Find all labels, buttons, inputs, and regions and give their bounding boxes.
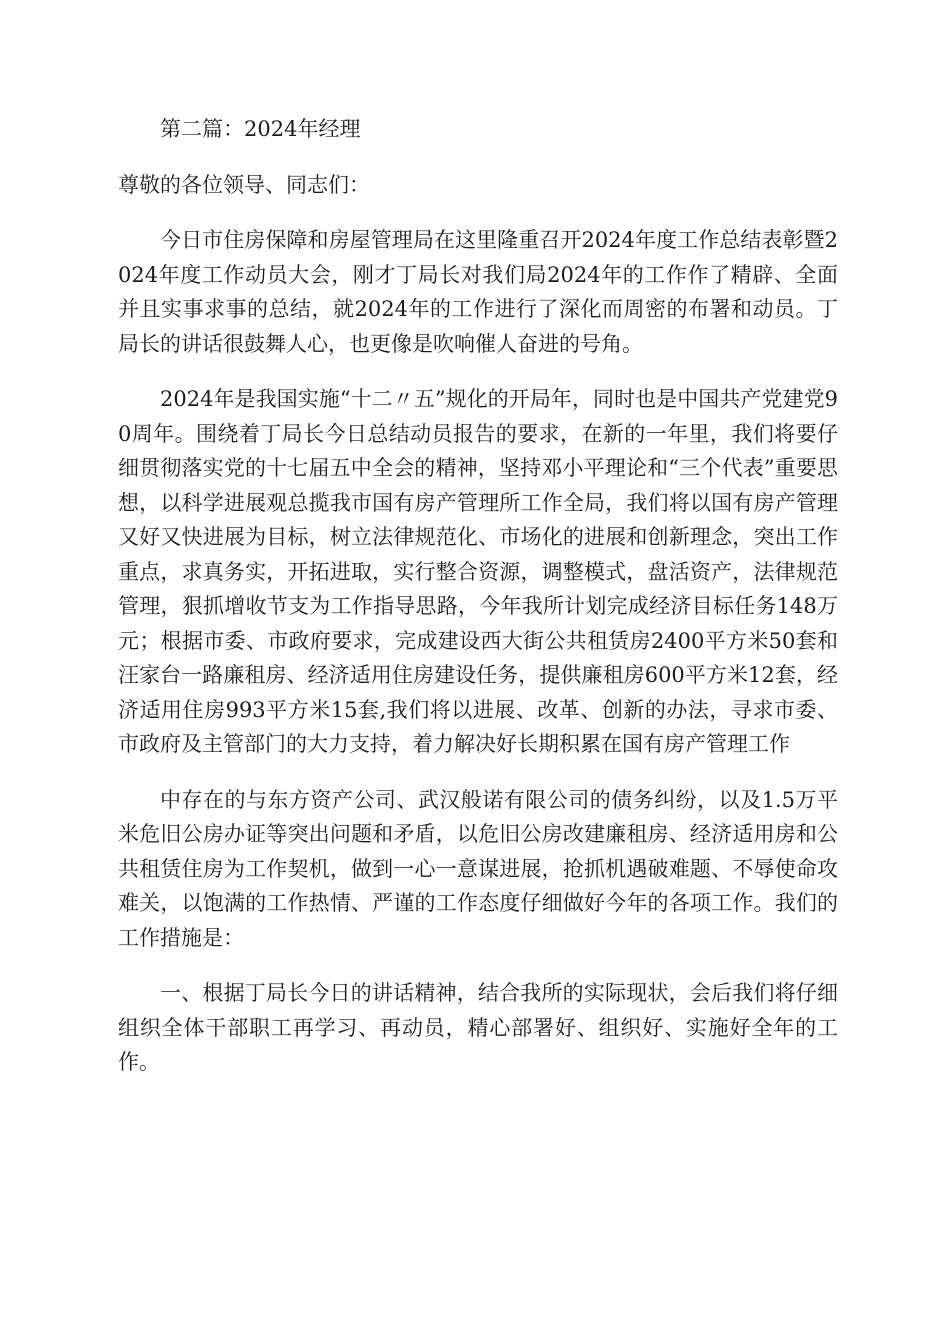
salutation: 尊敬的各位领导、同志们： <box>118 172 370 197</box>
paragraph-opening: 今日市住房保障和房屋管理局在这里隆重召开2024年度工作总结表彰暨2024年度工作动员大会，刚才丁局长对我们局2024年的工作作了精辟、全面并且实事求事的总结，就2024年的工作进行了深化而周密的布署和动员。丁局长的讲话很鼓舞人心，也更像是吹响催人奋进的号角。 <box>118 228 838 356</box>
paragraph-issues: 中存在的与东方资产公司、武汉般诺有限公司的债务纠纷，以及1.5万平米危旧公房办证等突出问题和矛盾，以危旧公房改建廉租房、经济适用房和公共租赁住房为工作契机，做到一心一意谋进展，抢抓机遇破难题、不辱使命攻难关，以饱满的工作热情、严谨的工作态度仔细做好今年的各项工作。我们的工作措施是： <box>118 787 838 950</box>
document-body <box>118 112 838 1101</box>
paragraph-goals: 2024年是我国实施“十二〃五”规化的开局年，同时也是中国共产党建党90周年。围绕着丁局长今日总结动员报告的要求，在新的一年里，我们将要仔细贯彻落实党的十七届五中全会的精神，坚持邓小平理论和“三个代表”重要思想，以科学进展观总揽我市国有房产管理所工作全局，我们将以国有房产管理又好又快进展为目标，树立法律规范化、市场化的进展和创新理念，突出工作重点，求真务实，开拓进取，实行整合资源，调整模式，盘活资产，法律规范管理，狠抓增收节支为工作指导思路，今年我所计划完成经济目标任务148万元；根据市委、市政府要求，完成建设西大街公共租赁房2400平方米50套和汪家台一路廉租房、经济适用住房建设任务，提供廉租房600平方米12套，经济适用住房993平方米15套,我们将以进展、改革、创新的办法，寻求市委、市政府及主管部门的大力支持，着力解决好长期积累在国有房产管理工作 <box>118 387 838 756</box>
section-heading: 第二篇：2024年经理 <box>160 117 361 141</box>
paragraph-measure-one: 一、根据丁局长今日的讲话精神，结合我所的实际现状，会后我们将仔细组织全体干部职工再学习、再动员，精心部署好、组织好、实施好全年的工作。 <box>118 981 838 1074</box>
